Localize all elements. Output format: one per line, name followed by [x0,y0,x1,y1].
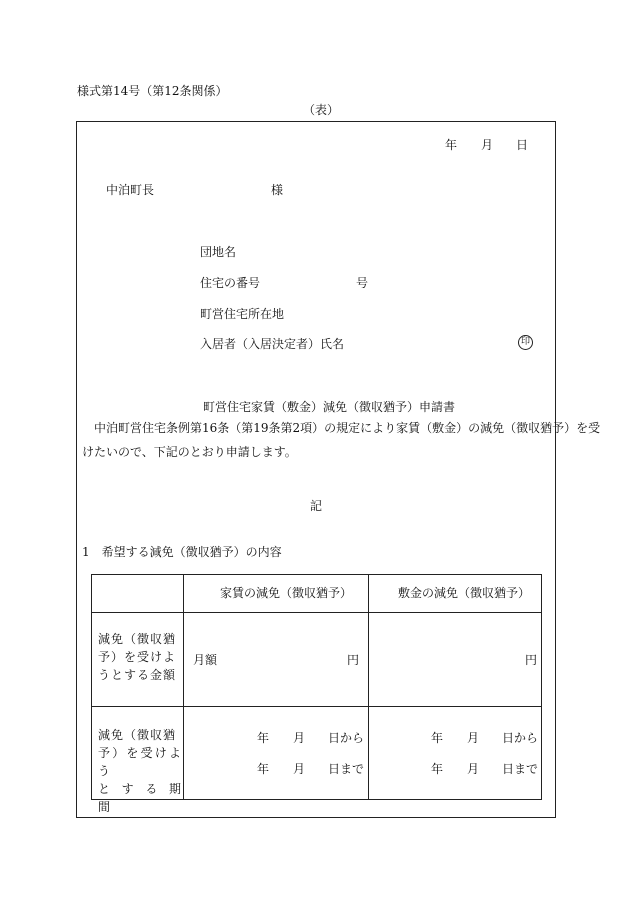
rent-until-month: 月 [293,762,306,776]
seal-mark: 印 [518,335,533,350]
row-label-amount: 減免（徴収猶 予）を受けよ うとする金額 [98,632,177,682]
section-1-heading: 1 希望する減免（徴収猶予）の内容 [82,545,282,559]
deposit-until-year: 年 [431,762,444,776]
table-divider-row2 [92,706,541,707]
housing-number-suffix: 号 [356,276,369,290]
row-label-period: 減免（徴収猶 予）を受けよう と す る 期 間 [98,728,182,814]
rent-until-year: 年 [257,762,270,776]
rent-from-day: 日から [328,731,365,745]
col-header-deposit: 敷金の減免（徴収猶予） [398,586,531,600]
rent-monthly-label: 月額 [193,653,218,667]
col-header-rent: 家賃の減免（徴収猶予） [220,586,353,600]
rent-until-day: 日まで [328,762,365,776]
date-year: 年 [445,138,458,152]
deposit-from-year: 年 [431,731,444,745]
deposit-from-day: 日から [502,731,539,745]
request-table [91,574,542,814]
body-line-2: けたいので、下記のとおり申請します。 [82,445,297,459]
rent-from-month: 月 [293,731,306,745]
date-month: 月 [481,138,494,152]
side-label: （表） [303,103,340,117]
rent-from-year: 年 [257,731,270,745]
deposit-until-month: 月 [467,762,480,776]
date-day: 日 [516,138,529,152]
body-line-1: 中泊町営住宅条例第16条（第19条第2項）の規定により家賃（敷金）の減免（徴収猶予）を受 [94,421,601,435]
addressee-honorific: 様 [271,183,284,197]
location-label: 町営住宅所在地 [200,307,285,321]
rent-yen-unit: 円 [347,653,360,667]
addressee-name: 中泊町長 [106,183,155,197]
deposit-from-month: 月 [467,731,480,745]
deposit-until-day: 日まで [502,762,539,776]
table-divider-row1 [92,612,541,613]
resident-name-label: 入居者（入居決定者）氏名 [200,337,345,351]
form-number: 様式第14号（第12条関係） [77,84,228,98]
document-title: 町営住宅家賃（敷金）減免（徴収猶予）申請書 [203,400,456,414]
deposit-yen-unit: 円 [525,653,538,667]
table-divider-col1 [183,575,184,799]
complex-name-label: 団地名 [200,245,237,259]
table-divider-col2 [368,575,369,799]
housing-number-label: 住宅の番号 [200,276,261,290]
ki-label: 記 [310,499,323,513]
